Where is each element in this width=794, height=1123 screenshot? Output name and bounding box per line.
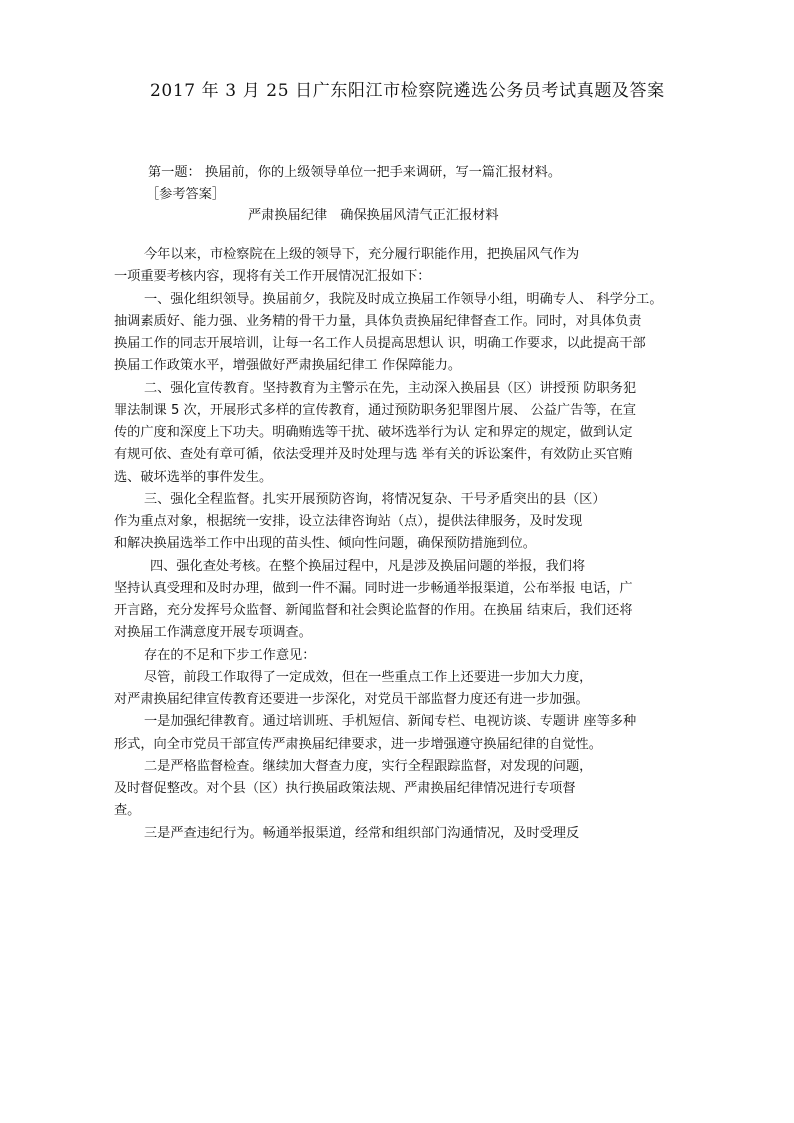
body-line: 对严肃换届纪律宣传教育还要进一步深化，对党员干部监督力度还有进一步加强。 — [114, 692, 589, 707]
reference-answer-label: ［参考答案］ — [146, 187, 226, 202]
body-line: 有规可依、查处有章可循，依法受理并及时处理与选 举有关的诉讼案件，有效防止买官贿 — [114, 447, 633, 462]
body-line: 罪法制课 5 次，开展形式多样的宣传教育，通过预防职务犯罪图片展、 公益广告等，在宣 — [114, 403, 637, 418]
body-line: 一项重要考核内容，现将有关工作开展情况汇报如下： — [114, 269, 431, 284]
body-line: 尽管，前段工作取得了一定成效，但在一些重点工作上还要进一步加大力度， — [144, 670, 593, 685]
body-line: 存在的不足和下步工作意见： — [144, 648, 316, 663]
body-line: 一是加强纪律教育。通过培训班、手机短信、新闻专栏、电视访谈、专题讲 座等多种 — [144, 714, 637, 729]
body-line: 换届工作的同志开展培训，让每一名工作人员提高思想认 识，明确工作要求，以此提高干部 — [114, 336, 646, 351]
body-line: 查。 — [114, 803, 141, 818]
body-line: 三、强化全程监督。扎实开展预防咨询，将情况复杂、干号矛盾突出的县（区） — [144, 492, 606, 507]
body-line: 今年以来，市检察院在上级的领导下，充分履行职能作用，把换届风气作为 — [144, 247, 580, 262]
body-line: 和解决换届选举工作中出现的苗头性、倾向性问题，确保预防措施到位。 — [114, 536, 536, 551]
body-line: 对换届工作满意度开展专项调查。 — [114, 625, 312, 640]
body-line: 抽调素质好、能力强、业务精的骨干力量，具体负责换届纪律督查工作。同时，对具体负责 — [114, 314, 642, 329]
body-line: 开言路，充分发挥号众监督、新闻监督和社会舆论监督的作用。在换届 结束后，我们还将 — [114, 603, 633, 618]
body-line: 坚持认真受理和及时办理，做到一件不漏。同时进一步畅通举报渠道，公布举报 电话，广 — [114, 581, 633, 596]
body-line: 作为重点对象，根据统一安排，设立法律咨询站（点），提供法律服务，及时发现 — [114, 514, 583, 529]
body-line: 形式，向全市党员干部宣传严肃换届纪律要求，进一步增强遵守换届纪律的自觉性。 — [114, 737, 602, 752]
body-line: 二是严格监督检查。继续加大督查力度，实行全程跟踪监督，对发现的问题， — [144, 759, 593, 774]
question-line: 第一题： 换届前，你的上级领导单位一把手来调研，写一篇汇报材料。 — [148, 165, 562, 180]
body-line: 换届工作政策水平，增强做好严肃换届纪律工 作保障能力。 — [114, 358, 462, 373]
document-title: 2017 年 3 月 25 日广东阳江市检察院遴选公务员考试真题及答案 — [150, 81, 665, 101]
body-line: 传的广度和深度上下功夫。明确贿选等干扰、破坏选举行为认 定和界定的规定，做到认定 — [114, 425, 633, 440]
body-line: 及时督促整改。对个县（区）执行换届政策法规、严肃换届纪律情况进行专项督 — [114, 781, 576, 796]
body-line: 四、强化查处考核。在整个换届过程中，凡是涉及换届问题的举报，我们将 — [150, 559, 586, 574]
body-line: 二、强化宣传教育。坚持教育为主警示在先，主动深入换届县（区）讲授预 防职务犯 — [144, 381, 637, 396]
report-subtitle: 严肃换届纪律 确保换届风清气正汇报材料 — [248, 208, 499, 223]
body-line: 一、强化组织领导。换届前夕，我院及时成立换届工作领导小组，明确专人、 科学分工。 — [144, 292, 663, 307]
body-line: 选、破坏选举的事件发生。 — [114, 470, 273, 485]
body-line: 三是严查违纪行为。畅通举报渠道，经常和组织部门沟通情况，及时受理反 — [144, 826, 580, 841]
